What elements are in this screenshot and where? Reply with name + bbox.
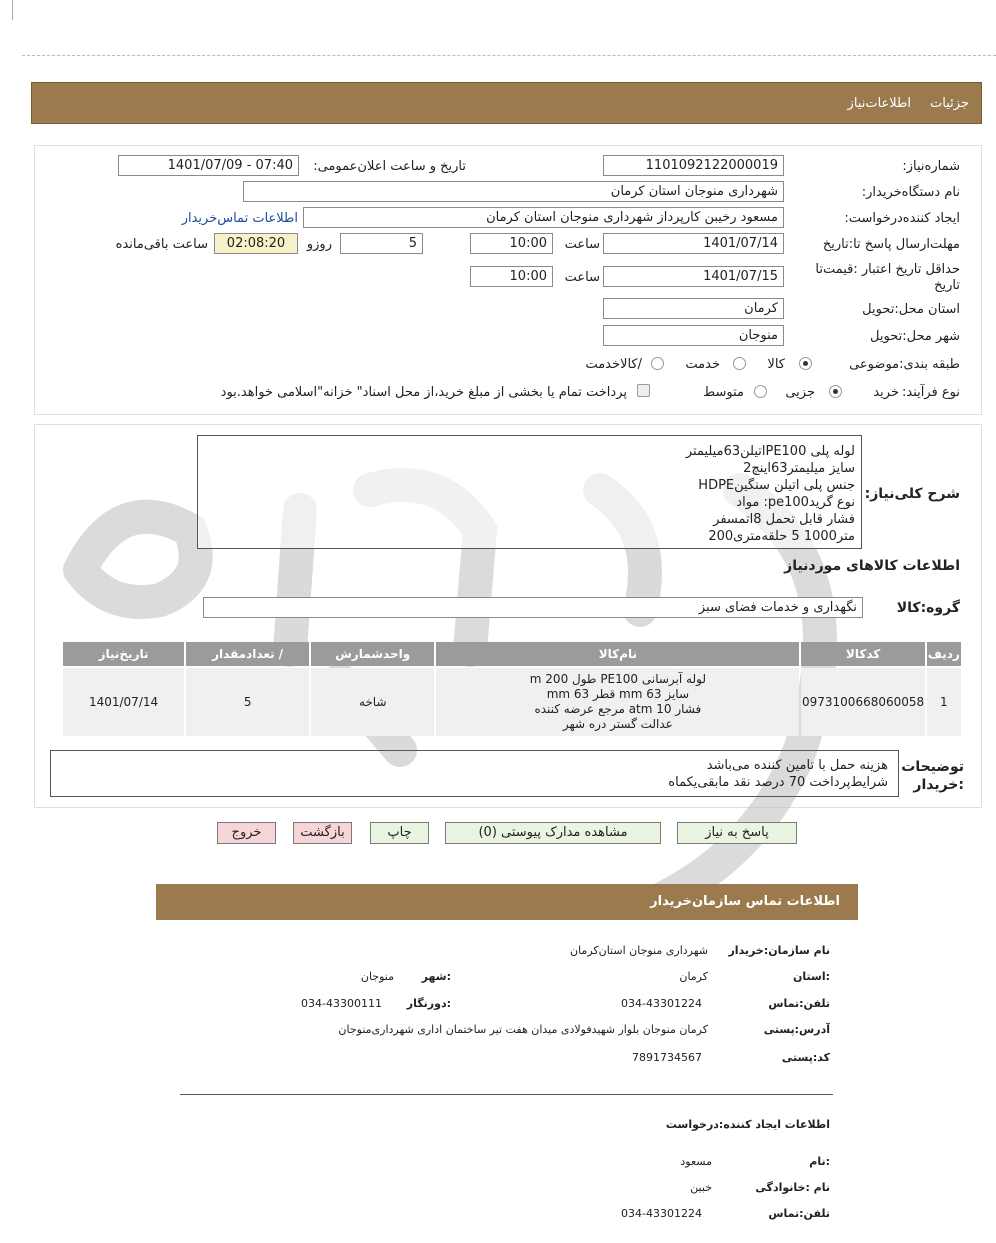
buyer-note-line: شرایط‌پرداخت 70 درصد نقد مابقی‌یکماه [668, 775, 888, 790]
contact-phone: 034-43301224 [621, 997, 702, 1010]
contact-province-label: :استان [793, 970, 830, 983]
requester-label: ایجاد کننده‌درخواست: [844, 211, 960, 226]
contact-postal: 7891734567 [632, 1051, 702, 1064]
category-both-radio[interactable] [651, 357, 664, 370]
process-minor-label: جزیی [785, 385, 815, 400]
city-label: شهر محل:تحویل [870, 329, 960, 344]
category-service-label: خدمت [685, 357, 720, 372]
need-number-label: شماره‌نیاز: [902, 159, 960, 174]
process-label: نوع فرآیند: [902, 385, 960, 400]
cell-name-line: لوله آبرسانی PE100 طول 200 m [529, 672, 706, 686]
process-medium-label: متوسط [703, 385, 744, 400]
summary-line: جنس پلی اتیلن سنگینHDPE [698, 478, 855, 493]
contact-fax: 034-43300111 [301, 997, 382, 1010]
summary-line: سایز میلیمتر63اینچ2 [743, 461, 855, 476]
attachments-button[interactable]: مشاهده مدارک پیوستی (0) [445, 822, 661, 844]
category-label: طبقه بندی:موضوعی [849, 357, 960, 372]
requester-phone: 034-43301224 [621, 1207, 702, 1220]
details-tab[interactable]: جزئیات [930, 96, 969, 111]
requester-family: خبین [690, 1181, 712, 1194]
validity-label: حداقل تاریخ اعتبار :قیمت‌تا تاریخ [815, 262, 960, 293]
days-label: روزو [306, 237, 332, 252]
requester-name: مسعود [680, 1155, 712, 1168]
province-label: استان محل:تحویل [862, 302, 960, 317]
category-goods-label: کالا [767, 357, 785, 372]
group-field: نگهداری و خدمات فضای سبز [203, 597, 863, 618]
city-field: منوجان [603, 325, 784, 346]
contact-phone-label: تلفن:تماس [768, 997, 830, 1010]
goods-table-header [63, 642, 961, 666]
contact-city-label: :شهر [421, 970, 451, 983]
remaining-time-field: 02:08:20 [214, 233, 298, 254]
summary-line: متر1000 5 حلقه‌متری200 [708, 529, 855, 544]
reply-time-field: 10:00 [470, 233, 553, 254]
cell-name-line: فشار 10 atm مرجع عرضه کننده [534, 702, 702, 716]
buyer-note-line: هزینه حمل با تامین کننده می‌باشد [706, 758, 888, 773]
col-date: تاریخ‌نیاز [63, 642, 184, 666]
cell-name [436, 668, 799, 736]
contact-fax-label: :دورنگار [406, 997, 451, 1010]
table-row[interactable] [63, 668, 961, 736]
top-divider [22, 55, 996, 56]
summary-box [197, 435, 862, 549]
validity-date-field: 1401/07/15 [603, 266, 784, 287]
need-number-field: 1101092122000019 [603, 155, 784, 176]
group-label: گروه:کالا [896, 600, 960, 616]
requester-phone-label: تلفن:تماس [768, 1207, 830, 1220]
col-qty: / تعدادمقدار [186, 642, 309, 666]
announce-field: 1401/07/09 - 07:40 [118, 155, 299, 176]
back-button[interactable]: بازگشت [293, 822, 352, 844]
col-unit: واحدشمارش [311, 642, 434, 666]
category-both-label: /کالاخدمت [585, 357, 642, 372]
cell-name-line: سایز 63 mm قطر 63 mm [546, 687, 690, 701]
summary-line: لوله پلی PE100اتیلن63میلیمتر [685, 444, 855, 459]
buyer-notes-box [50, 750, 899, 797]
reply-hour-label: ساعت [564, 237, 600, 252]
validity-hour-label: ساعت [564, 270, 600, 285]
process-medium-radio[interactable] [754, 385, 767, 398]
province-field: کرمان [603, 298, 784, 319]
reply-button[interactable]: پاسخ به نیاز [677, 822, 797, 844]
contact-title: اطلاعات تماس سازمان‌خریدار [650, 894, 840, 909]
reply-date-field: 1401/07/14 [603, 233, 784, 254]
requester-family-label: نام :خانوادگی [755, 1181, 830, 1194]
need-info-tab[interactable]: اطلاعات‌نیاز [847, 96, 911, 111]
col-code: کدکالا [801, 642, 924, 666]
category-service-radio[interactable] [733, 357, 746, 370]
cell-code: 0973100668060058 [801, 668, 924, 736]
cell-qty: 5 [186, 668, 309, 736]
requester-info-title: اطلاعات ایجاد کننده‌:درخواست [665, 1118, 830, 1131]
details-header-bar [31, 82, 982, 124]
exit-button[interactable]: خروج [217, 822, 276, 844]
col-row: ردیف [927, 642, 961, 666]
requester-name-label: :نام [809, 1155, 830, 1168]
requester-field: مسعود رخیبن کارپرداز شهرداری منوجان استان کرمان [303, 207, 784, 228]
goods-table [61, 640, 963, 738]
summary-line: فشار قابل تحمل 8اتمسفر [713, 512, 855, 527]
cell-date: 1401/07/14 [63, 668, 184, 736]
col-name: نام‌کالا [436, 642, 799, 666]
process-buy-label: خرید [873, 385, 899, 400]
left-edge-line [12, 0, 13, 20]
buyer-org-label: نام دستگاه‌خریدار: [861, 185, 960, 200]
announce-label: تاریخ و ساعت اعلان‌عمومی: [313, 159, 466, 174]
treasury-payment-label: پرداخت تمام یا بخشی از مبلغ خرید،از محل اسناد" خزانه"اسلامی خواهد.بود [220, 385, 627, 400]
goods-section-title: اطلاعات کالاهای موردنیاز [784, 558, 960, 574]
cell-unit: شاخه [311, 668, 434, 736]
print-button[interactable]: چاپ [370, 822, 429, 844]
category-goods-radio[interactable] [799, 357, 812, 370]
contact-org-label: نام سازمان:خریدار [728, 944, 830, 957]
buyer-org-field: شهرداری منوجان استان کرمان [243, 181, 784, 202]
remaining-label: ساعت باقی‌مانده [115, 237, 208, 252]
contact-city: منوجان [360, 970, 394, 983]
validity-time-field: 10:00 [470, 266, 553, 287]
contact-address: کرمان منوجان بلوار شهیدفولادی میدان هفت تیر ساختمان اداری شهرداری‌منوجان [338, 1023, 708, 1036]
reply-deadline-label: مهلت‌ارسال پاسخ تا:تاریخ [822, 237, 960, 252]
buyer-notes-label: توضیحات :خریدار [901, 759, 964, 793]
cell-name-line: عدالت گستر دره شهر [562, 717, 673, 731]
cell-row: 1 [927, 668, 961, 736]
contact-header-bar [156, 884, 858, 920]
contact-postal-label: کد:پستی [781, 1051, 830, 1064]
contact-address-label: آدرس:پستی [763, 1023, 830, 1036]
process-minor-radio[interactable] [829, 385, 842, 398]
days-field: 5 [340, 233, 423, 254]
treasury-payment-checkbox[interactable] [637, 384, 650, 397]
contact-divider [180, 1094, 833, 1095]
buyer-contact-link[interactable]: اطلاعات تماس‌خریدار [181, 211, 298, 226]
contact-org: شهرداری منوجان استان‌کرمان [570, 944, 708, 957]
contact-province: کرمان [679, 970, 708, 983]
summary-line: نوع گریدpe100: مواد [736, 495, 855, 510]
summary-label: شرح کلی‌نیاز: [864, 486, 960, 502]
